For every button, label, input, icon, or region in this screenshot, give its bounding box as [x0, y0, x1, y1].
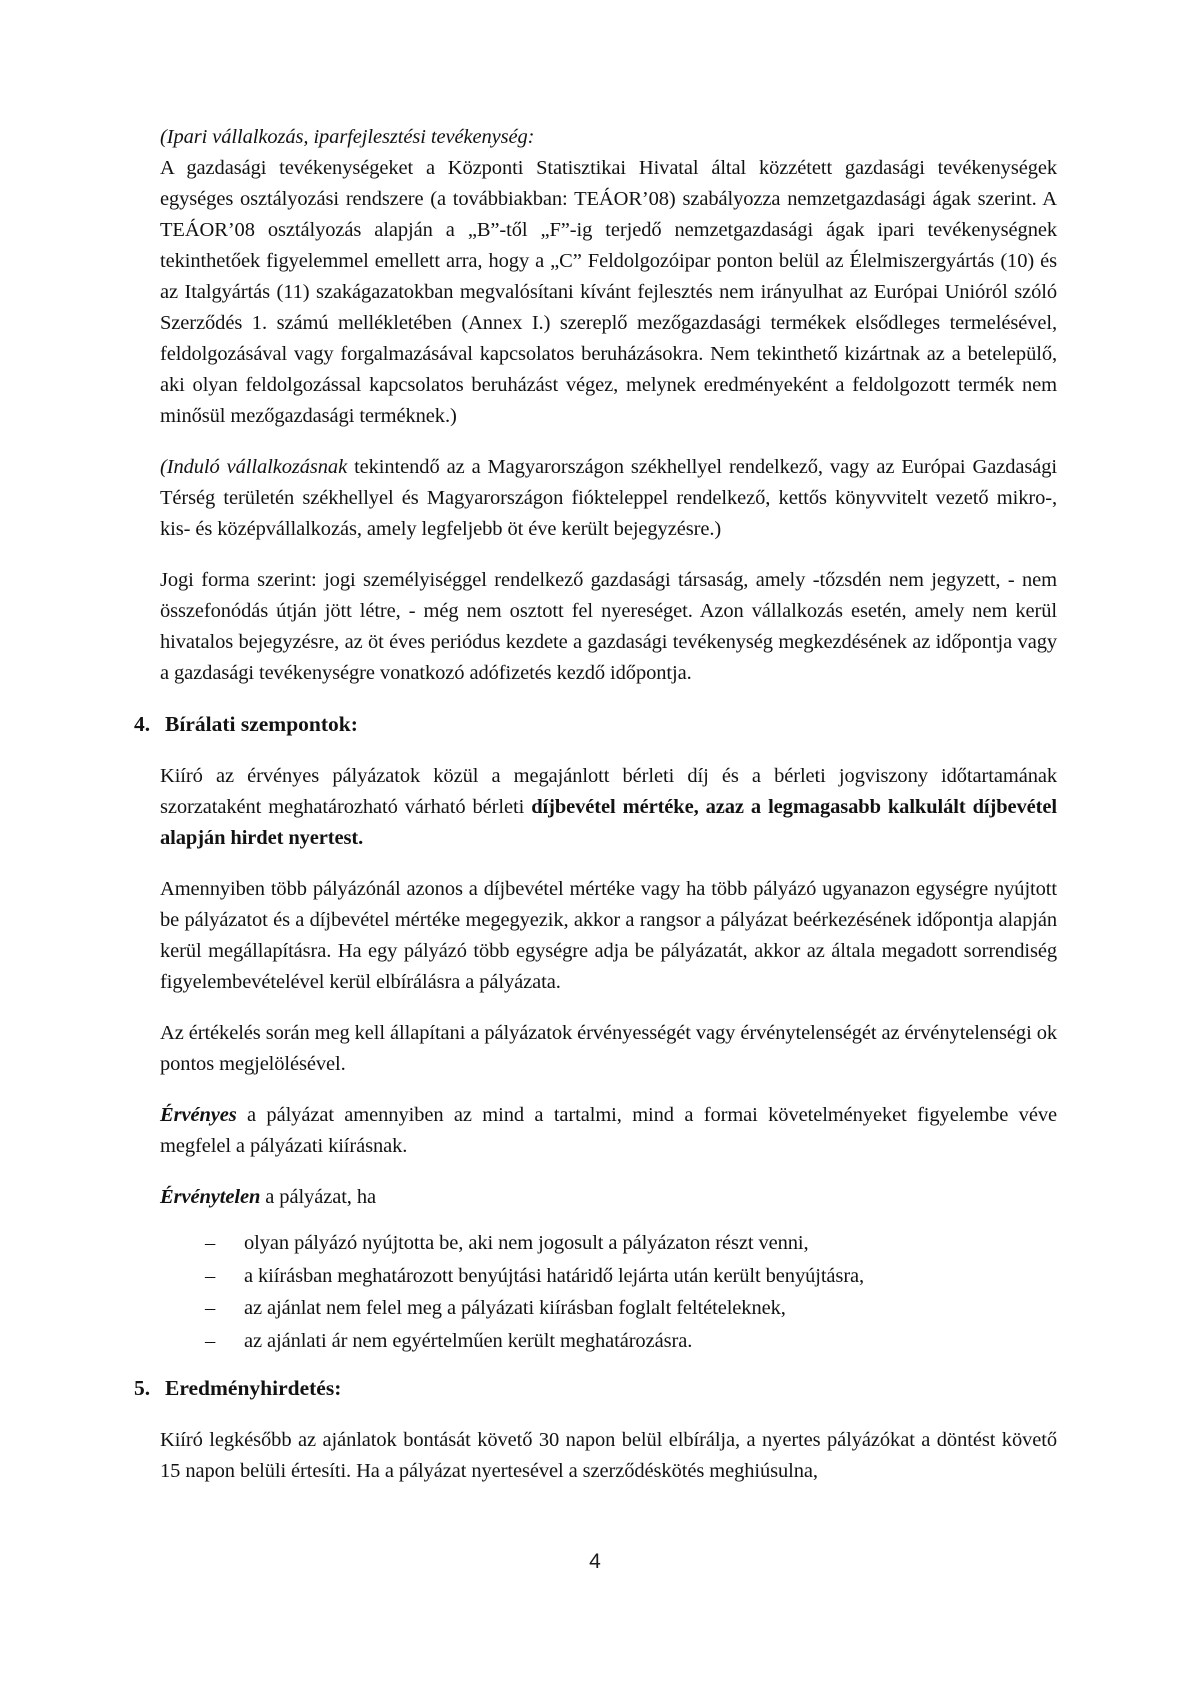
list-item [160, 1260, 1057, 1293]
list-item-dash: – [205, 1264, 216, 1287]
invalid-definition-body: a pályázat, ha [260, 1186, 376, 1208]
valid-definition-lead: Érvényes [160, 1104, 237, 1126]
paragraph-legal-form: Jogi forma szerint: jogi személyiséggel rendelkező gazdasági társaság, amely -tőzsdén nem jegyzett, - nem összefonódás útján jött létre, - még nem osztott fel nyereséget. Azon vállalkozás esetén, amely nem kerül hivatalos bejegyzésre, az öt éves periódus kezdete a gazdasági tevékenység megkezdésének az időpontja vagy a gazdasági tevékenységre vonatkozó adófizetés kezdő időpontja. [160, 569, 1057, 684]
section-5-number: 5. [134, 1376, 151, 1400]
list-item-text: az ajánlat nem felel meg a pályázati kiírásban foglalt feltételeknek, [244, 1297, 786, 1319]
invalid-reasons-list [160, 1227, 1057, 1357]
list-item-dash: – [205, 1329, 216, 1352]
section-4-number: 4. [134, 712, 151, 736]
paragraph-valid-definition [160, 1100, 1057, 1162]
startup-definition-lead: (Induló vállalkozásnak [160, 456, 348, 478]
list-item-text: az ajánlati ár nem egyértelműen került meghatározásra. [244, 1329, 693, 1352]
invalid-definition-lead: Érvénytelen [160, 1186, 261, 1208]
valid-definition-body: a pályázat amennyiben az mind a tartalmi, mind a formai követelményeket figyelembe véve megfelel a pályázati kiírásnak. [160, 1104, 1057, 1157]
section-5-heading [134, 1373, 1057, 1404]
list-item-text: a kiírásban meghatározott benyújtási határidő lejárta után került benyújtásra, [244, 1264, 865, 1287]
page-number: 4 [589, 1550, 601, 1573]
list-item [160, 1325, 1057, 1358]
list-item-dash: – [205, 1232, 216, 1254]
award-criteria-bold: díjbevétel mértéke, azaz a legmagasabb kalkulált díjbevétel alapján hirdet nyertest. [160, 796, 1057, 849]
section-4-label: Bírálati szempontok: [165, 712, 358, 736]
industrial-definition-body: A gazdasági tevékenységeket a Központi Statisztikai Hivatal által közzétett gazdasági tevékenységek egységes osztályozási rendszere (a továbbiakban: TEÁOR’08) szabályozza nemzetgazdasági ágak szerint. A TEÁOR’08 osztályozás alapján a „B”-től „F”-ig terjedő nemzetgazdasági ágak ipari tevékenységnek tekinthetőek figyelemmel emellett arra, hogy a „C” Feldolgozóipar ponton belül az Élelmiszergyártás (10) és az Italgyártás (11) szakágazatokban megvalósítani kívánt fejlesztés nem irányulhat az Európai Unióról szóló Szerződés 1. számú mellékletében (Annex I.) szereplő mezőgazdasági termékek elsődleges termelésével, feldolgozásával vagy forgalmazásával kapcsolatos beruházásokra. Nem tekinthető kizártnak az a betelepülő, aki olyan feldolgozással kapcsolatos beruházást végez, melynek eredményeként a feldolgozott termék nem minősül mezőgazdasági terméknek.) [160, 157, 1057, 427]
page-content [134, 122, 1057, 1507]
industrial-definition-lead: (Ipari vállalkozás, iparfejlesztési tevékenység: [160, 126, 535, 148]
paragraph-startup-definition [160, 452, 1057, 545]
list-item-text: olyan pályázó nyújtotta be, aki nem jogosult a pályázaton részt venni, [244, 1232, 809, 1254]
paragraph-tie-breaking: Amennyiben több pályázónál azonos a díjbevétel mértéke vagy ha több pályázó ugyanazon egységre nyújtott be pályázatot és a díjbevétel mértéke megegyezik, akkor a rangsor a pályázat beérkezésének időpontja alapján kerül megállapításra. Ha egy pályázó több egységre adja be pályázatát, akkor az általa megadott sorrendiség figyelembevételével kerül elbírálásra a pályázata. [160, 878, 1057, 993]
section-5-label: Eredményhirdetés: [165, 1376, 342, 1400]
paragraph-invalid-definition [160, 1182, 1057, 1213]
paragraph-results-announcement: Kiíró legkésőbb az ajánlatok bontását követő 30 napon belül elbírálja, a nyertes pályázókat a döntést követő 15 napon belüli értesíti. Ha a pályázat nyertesével a szerződéskötés meghiúsulna, [160, 1429, 1057, 1482]
section-4-heading [134, 709, 1057, 740]
list-item [160, 1292, 1057, 1325]
list-item [160, 1227, 1057, 1260]
startup-definition-body: tekintendő az a Magyarországon székhellyel rendelkező, vagy az Európai Gazdasági Térség területén székhellyel és Magyarországon fiókteleppel rendelkező, kettős könyvvitelt vezető mikro-, kis- és középvállalkozás, amely legfeljebb öt éve került bejegyzésre.) [160, 456, 1057, 540]
award-criteria-text: Kiíró az érvényes pályázatok közül a megajánlott bérleti díj és a bérleti jogviszony időtartamának szorzataként meghatározható várható bérleti [160, 765, 1057, 818]
list-item-dash: – [205, 1297, 216, 1319]
paragraph-industrial-definition [160, 122, 1057, 432]
paragraph-validity-assessment: Az értékelés során meg kell állapítani a pályázatok érvényességét vagy érvénytelenségét az érvénytelenségi ok pontos megjelölésével. [160, 1022, 1057, 1075]
paragraph-award-criteria [160, 761, 1057, 854]
